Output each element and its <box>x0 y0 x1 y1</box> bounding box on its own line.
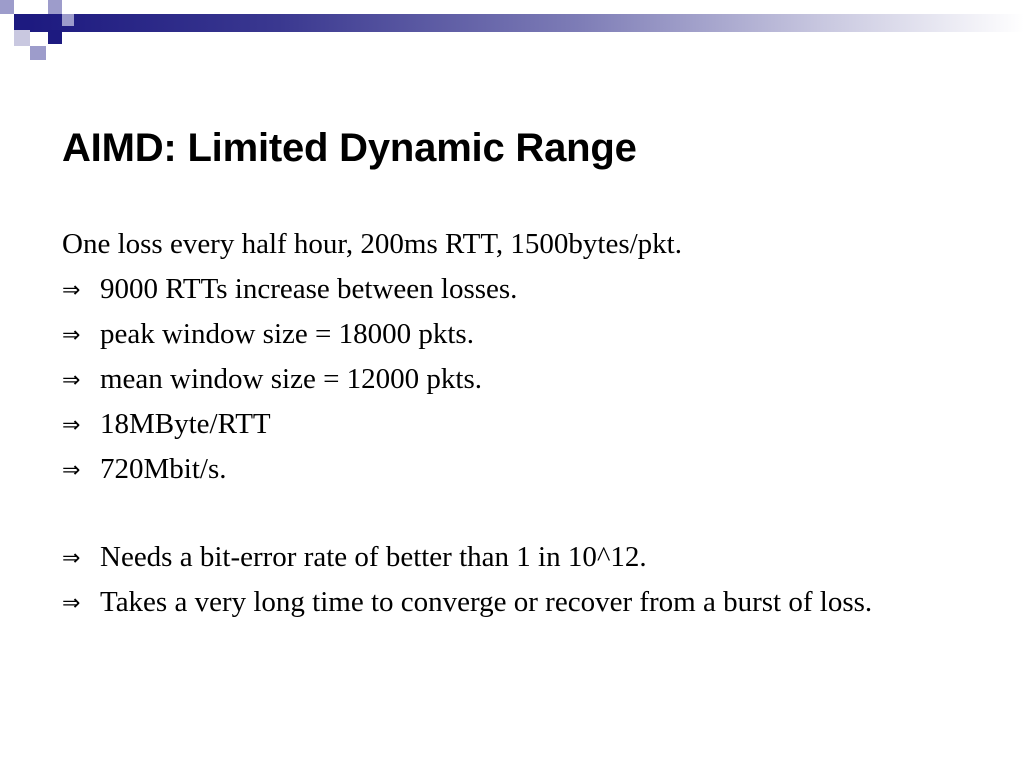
bullet-item <box>62 361 962 406</box>
bullet-item <box>62 451 962 496</box>
square-light-5 <box>30 46 46 60</box>
implies-arrow-icon: ⇒ <box>62 458 81 483</box>
square-dark-2 <box>48 30 62 44</box>
intro-text: One loss every half hour, 200ms RTT, 1500bytes/pkt. <box>62 228 682 260</box>
implies-arrow-icon: ⇒ <box>62 278 81 303</box>
bullet-item <box>62 539 962 584</box>
implies-arrow-icon: ⇒ <box>62 368 81 393</box>
square-light-1 <box>0 0 14 14</box>
bullet-text: peak window size = 18000 pkts. <box>100 318 474 350</box>
implies-arrow-icon: ⇒ <box>62 591 81 616</box>
bullet-item <box>62 406 962 451</box>
implies-arrow-icon: ⇒ <box>62 546 81 571</box>
implies-arrow-icon: ⇒ <box>62 323 81 348</box>
bullet-text: 18MByte/RTT <box>100 408 271 440</box>
implies-arrow-icon: ⇒ <box>62 413 81 438</box>
header-gradient-bar <box>30 14 1024 32</box>
bullet-text: 720Mbit/s. <box>100 453 227 485</box>
bullet-item <box>62 271 962 316</box>
bullet-text: mean window size = 12000 pkts. <box>100 363 483 395</box>
bullet-item <box>62 316 962 361</box>
square-light-3 <box>62 14 74 26</box>
square-light-4 <box>14 30 30 46</box>
bullet-text: Needs a bit-error rate of better than 1 in 10^12. <box>100 541 647 573</box>
square-light-2 <box>48 0 62 14</box>
bullet-text: 9000 RTTs increase between losses. <box>100 273 518 305</box>
slide-body <box>62 226 962 620</box>
group-spacer <box>62 496 962 539</box>
slide-title: AIMD: Limited Dynamic Range <box>62 126 637 170</box>
bullet-text: Takes a very long time to converge or recover from a burst of loss. <box>100 586 873 618</box>
square-dark-1 <box>14 14 30 30</box>
bullet-item <box>62 584 962 620</box>
